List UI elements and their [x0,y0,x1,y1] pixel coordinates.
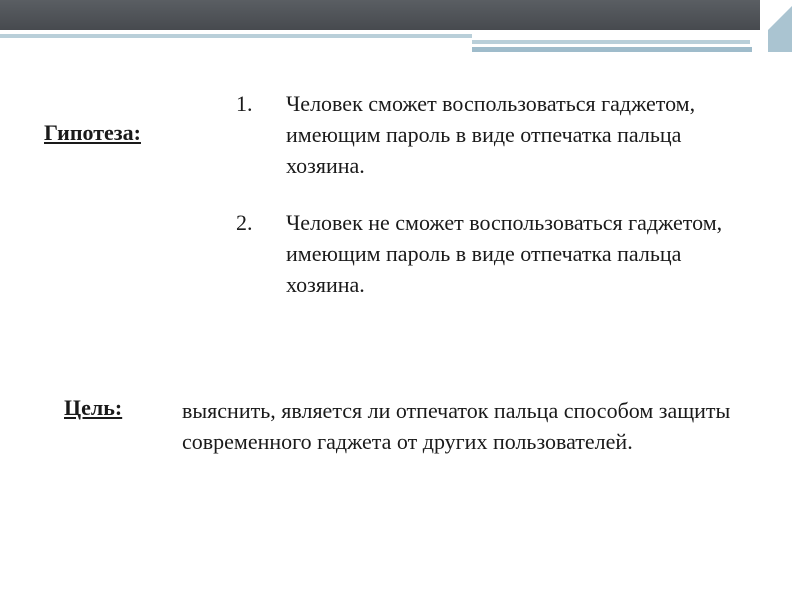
corner-accent [768,30,792,52]
list-item [236,207,756,300]
accent-stripe [0,34,472,38]
list-item-number: 2. [236,210,253,235]
corner-triangle-icon [768,6,792,30]
header-bar [0,0,800,30]
hypothesis-label: Гипотеза: [44,120,141,145]
list-item [236,88,756,181]
list-item-text: Человек не сможет воспользоваться гаджетом, имеющим пароль в виде отпечатка пальца хозяина. [286,210,723,297]
list-item-text: Человек сможет воспользоваться гаджетом, имеющим пароль в виде отпечатка пальца хозяина. [286,91,696,178]
goal-label: Цель: [64,395,123,420]
accent-stripe [472,47,752,52]
list-item-number: 1. [236,91,253,116]
accent-stripe [472,40,750,44]
hypothesis-list [236,88,756,326]
goal-text: выяснить, является ли отпечаток пальца способом защиты современного гаджета от других пользователей. [182,398,731,454]
